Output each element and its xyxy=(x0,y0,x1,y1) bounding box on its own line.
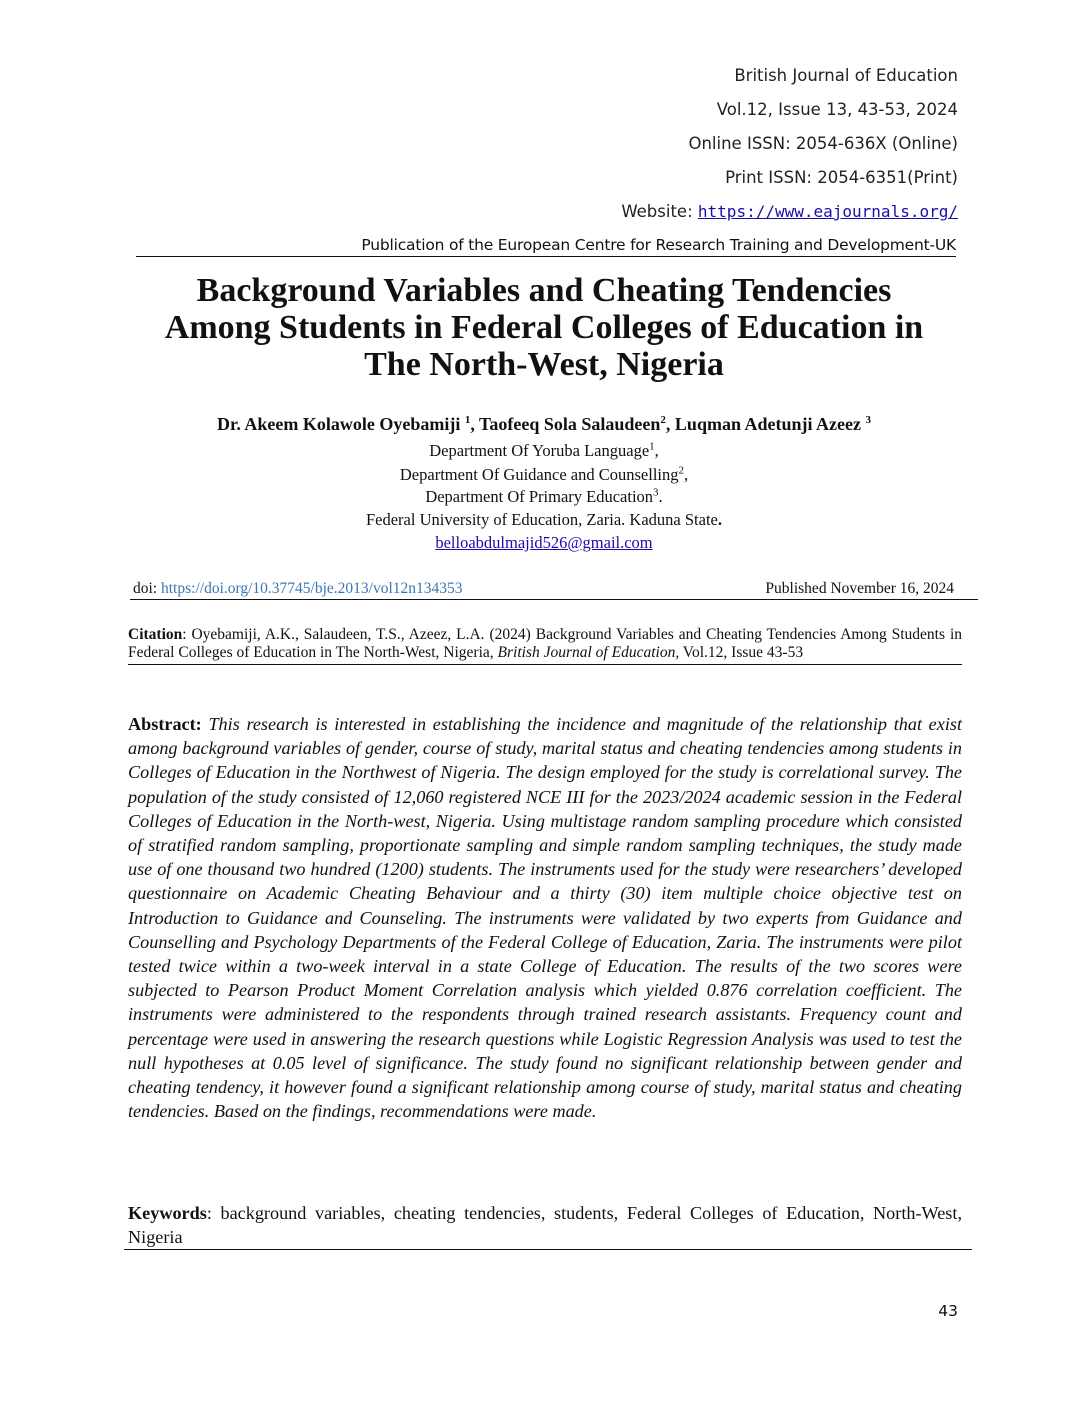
print-issn: Print ISSN: 2054-6351(Print) xyxy=(725,168,958,187)
author-2-sup: 2 xyxy=(660,414,666,426)
author-email[interactable]: belloabdulmajid526@gmail.com xyxy=(435,533,653,552)
journal-header xyxy=(621,62,958,232)
page-number: 43 xyxy=(938,1302,958,1320)
website-link[interactable]: https://www.eajournals.org/ xyxy=(697,202,958,221)
affiliation-1-text: Department Of Yoruba Language xyxy=(429,441,650,460)
author-list: Dr. Akeem Kolawole Oyebamiji $^1$, Taofeeq Sola Salaudeen$^2$, Luqman Adetunji Azeez $^3$ xyxy=(217,414,871,434)
citation-text: : Oyebamiji, A.K., Salaudeen, T.S., Azeez, L.A. (2024) Background Variables and Cheating Tendencies Among Students in Federal Colleges of Education in The North-West, Nigeria, xyxy=(128,626,962,661)
publisher-line: Publication of the European Centre for Research Training and Development-UK xyxy=(136,236,956,257)
abstract xyxy=(128,712,962,1123)
online-issn: Online ISSN: 2054-636X (Online) xyxy=(688,134,958,153)
affiliation-2-sup: 2 xyxy=(678,464,684,477)
citation-journal: British Journal of Education, xyxy=(497,643,680,661)
paper-title xyxy=(100,272,988,383)
published-date: Published November 16, 2024 xyxy=(765,580,954,597)
abstract-label: Abstract: xyxy=(128,714,202,734)
abstract-text: This research is interested in establishing the incidence and magnitude of the relationship that exist among background variables of gender, course of study, marital status and cheating tendencies among students in Colleges of Education in the Northwest of Nigeria. The design employed for the study is correlational survey. The population of the study consisted of 12,060 registered NCE III for the 2023/2024 academic session in the Federal Colleges of Education in the North-west, Nigeria. Using multistage random sampling procedure which consisted of stratified random sampling, proportionate sampling and simple random sampling techniques, the study made use of one thousand two hundred (1200) students. The instruments used for the study were researchers’ developed questionnaire on Academic Cheating Behaviour and a thirty (30) item multiple choice objective test on Introduction to Guidance and Counseling. The instruments were validated by two experts from Guidance and Counselling and Psychology Departments of the Federal College of Education, Zaria. The instruments were pilot tested twice within a two-week interval in a state College of Education. The results of the two scores were subjected to Pearson Product Moment Correlation analysis which yielded 0.876 correlation coefficient. The instruments were administered to the respondents through trained research assistants. Frequency count and percentage were used in answering the research questions while Logistic Regression Analysis was used to test the null hypotheses at 0.05 level of significance. The study found no significant relationship between gender and cheating tendency, it however found a significant relationship among course of study, marital status and cheating tendencies. Based on the findings, recommendations were made. xyxy=(128,714,963,1122)
author-1-sup: 1 xyxy=(464,414,471,426)
website-line xyxy=(621,198,958,232)
website-label: Website: xyxy=(621,202,698,221)
affiliation-2-text: Department Of Guidance and Counselling xyxy=(399,465,679,484)
citation-text-end: Vol.12, Issue 43-53 xyxy=(679,643,804,661)
affiliation-3-text: Department Of Primary Education xyxy=(425,487,654,506)
institution: Federal University of Education, Zaria. Kaduna State. xyxy=(365,510,722,529)
affiliation-1-sup: 1 xyxy=(649,440,655,453)
affiliation-3: Department Of Primary Education$^3$. xyxy=(425,486,663,506)
author-3-sup: 3 xyxy=(865,414,871,426)
citation-label: Citation xyxy=(128,626,183,643)
affiliation-3-sup: 3 xyxy=(653,486,659,499)
journal-name: British Journal of Education xyxy=(734,66,958,85)
section-divider xyxy=(124,1249,972,1250)
title-line-2: Among Students in Federal Colleges of Education in xyxy=(164,309,924,346)
institution-text: Federal University of Education, Zaria. Kaduna State xyxy=(365,510,718,529)
author-3: Luqman Adetunji Azeez xyxy=(674,414,861,434)
affiliation-1: Department Of Yoruba Language$^1$, xyxy=(429,440,659,460)
title-line-1: Background Variables and Cheating Tendencies xyxy=(196,272,892,309)
doi-label: doi: xyxy=(133,580,161,597)
email-line xyxy=(100,533,988,553)
doi-link[interactable]: https://doi.org/10.37745/bje.2013/vol12n134353 xyxy=(161,580,463,597)
keywords-label: Keywords xyxy=(128,1203,207,1223)
author-2: Taofeeq Sola Salaudeen xyxy=(479,414,661,434)
keywords-text: : background variables, cheating tendencies, students, Federal Colleges of Education, North-West, Nigeria xyxy=(128,1203,962,1247)
keywords xyxy=(128,1201,962,1249)
volume-issue: Vol.12, Issue 13, 43-53, 2024 xyxy=(716,100,958,119)
citation xyxy=(128,626,962,665)
title-line-3: The North-West, Nigeria xyxy=(364,346,724,383)
affiliation-2: Department Of Guidance and Counselling$^2$, xyxy=(399,464,689,484)
author-1: Dr. Akeem Kolawole Oyebamiji xyxy=(217,414,461,434)
doi-row xyxy=(130,580,978,600)
doi xyxy=(133,580,463,598)
